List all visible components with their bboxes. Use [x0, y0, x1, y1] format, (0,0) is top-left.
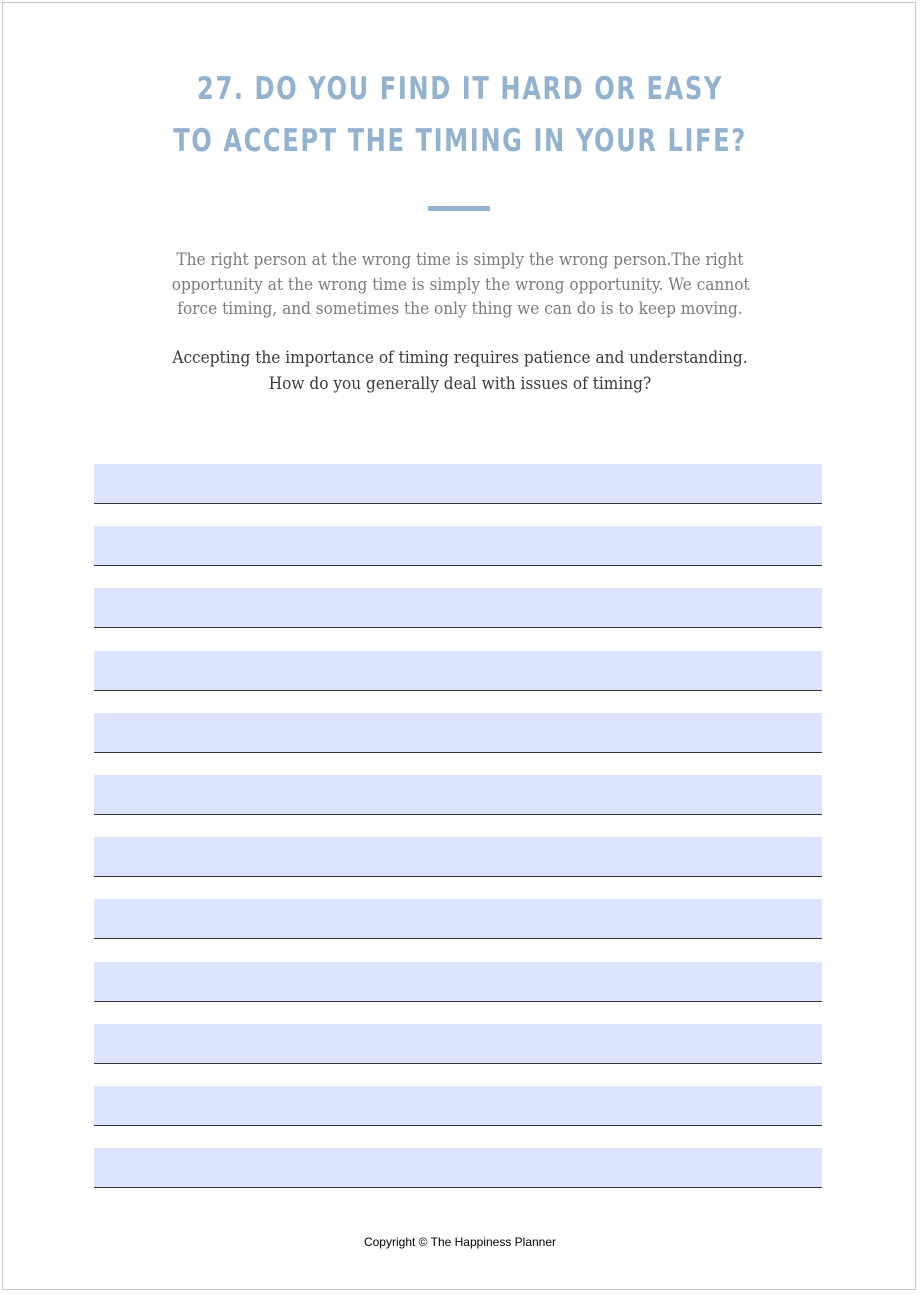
prompt-line: Accepting the importance of timing requires patience and understanding. — [172, 348, 748, 367]
copyright-footer: Copyright © The Happiness Planner — [363, 1235, 557, 1249]
page-title-line-1: 27. DO YOU FIND IT HARD OR EASY — [197, 71, 723, 107]
answer-line-field[interactable] — [94, 1086, 822, 1126]
answer-line-field[interactable] — [94, 837, 822, 877]
title-divider — [428, 206, 490, 211]
answer-line-field[interactable] — [94, 713, 822, 753]
prompt-line: How do you generally deal with issues of timing? — [268, 374, 652, 393]
question-prompt — [153, 345, 767, 397]
answer-line-field[interactable] — [94, 526, 822, 566]
answer-line-field[interactable] — [94, 1148, 822, 1188]
answer-line-field[interactable] — [94, 775, 822, 815]
answer-line-field[interactable] — [94, 962, 822, 1002]
answer-line-field[interactable] — [94, 464, 822, 504]
intro-line: The right person at the wrong time is simply the wrong person.The right — [176, 250, 744, 269]
intro-line: opportunity at the wrong time is simply the wrong opportunity. We cannot — [171, 274, 750, 294]
answer-line-field[interactable] — [94, 588, 822, 628]
answer-line-field[interactable] — [94, 1024, 822, 1064]
answer-line-field[interactable] — [94, 651, 822, 691]
answer-line-field[interactable] — [94, 899, 822, 939]
intro-paragraph — [172, 248, 749, 322]
intro-line: force timing, and sometimes the only thing we can do is to keep moving. — [177, 299, 743, 318]
page-title-line-2: TO ACCEPT THE TIMING IN YOUR LIFE? — [173, 123, 747, 159]
